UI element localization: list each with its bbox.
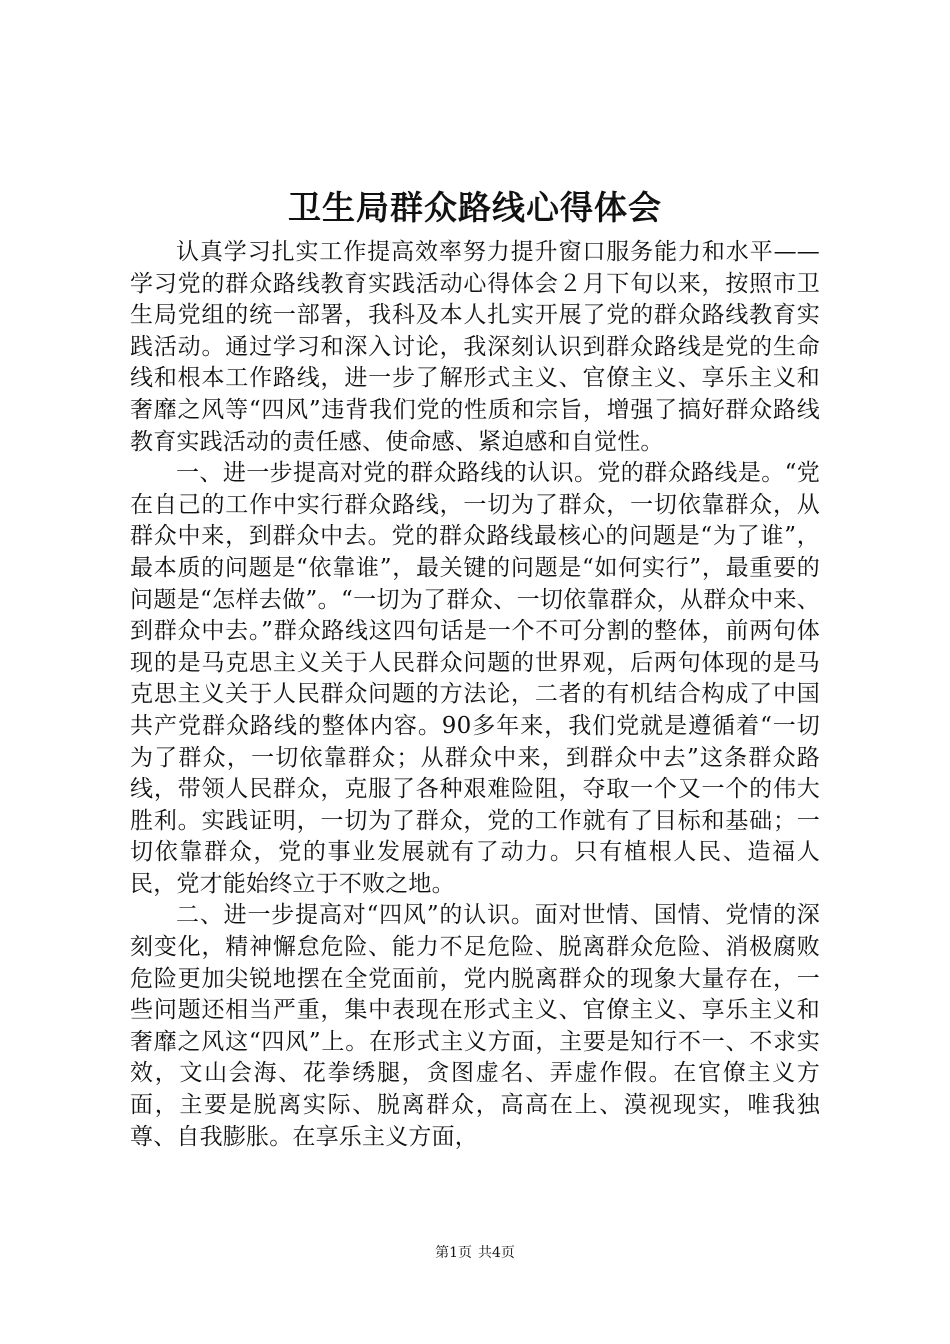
- paragraph-intro: 认真学习扎实工作提高效率努力提升窗口服务能力和水平——学习党的群众路线教育实践活动心得体会２月下旬以来，按照市卫生局党组的统一部署，我科及本人扎实开展了党的群众路线教育实践活动。通过学习和深入讨论，我深刻认识到群众路线是党的生命线和根本工作路线，进一步了解形式主义、官僚主义、享乐主义和奢靡之风等“四风”违背我们党的性质和宗旨，增强了搞好群众路线教育实践活动的责任感、使命感、紧迫感和自觉性。: [130, 239, 820, 455]
- paragraph-section-one: 一、进一步提高对党的群众路线的认识。党的群众路线是。“党在自己的工作中实行群众路线，一切为了群众，一切依靠群众，从群众中来，到群众中去。党的群众路线最核心的问题是“为了谁”，最本质的问题是“依靠谁”，最关键的问题是“如何实行”，最重要的问题是“怎样去做”。“一切为了群众、一切依靠群众，从群众中来、到群众中去。”群众路线这四句话是一个不可分割的整体，前两句体现的是马克思主义关于人民群众问题的世界观，后两句体现的是马克思主义关于人民群众问题的方法论，二者的有机结合构成了中国共产党群众路线的整体内容。90多年来，我们党就是遵循着“一切为了群众，一切依靠群众；从群众中来，到群众中去”这条群众路线，带领人民群众，克服了各种艰难险阻，夺取一个又一个的伟大胜利。实践证明，一切为了群众，党的工作就有了目标和基础；一切依靠群众，党的事业发展就有了动力。只有植根人民、造福人民，党才能始终立于不败之地。: [130, 460, 820, 897]
- page-footer: [0, 1243, 950, 1263]
- page-number-current: 第1页: [435, 1245, 472, 1261]
- page-title: 卫生局群众路线心得体会: [288, 188, 662, 227]
- page-number-total: 共4页: [478, 1245, 515, 1261]
- document-body: [130, 237, 820, 1153]
- paragraph-section-two: 二、进一步提高对“四风”的认识。面对世情、国情、党情的深刻变化，精神懈怠危险、能力不足危险、脱离群众危险、消极腐败危险更加尖锐地摆在全党面前，党内脱离群众的现象大量存在，一些问题还相当严重，集中表现在形式主义、官僚主义、享乐主义和奢靡之风这“四风”上。在形式主义方面，主要是知行不一、不求实效，文山会海、花拳绣腿，贪图虚名、弄虚作假。在官僚主义方面，主要是脱离实际、脱离群众，高高在上、漠视现实，唯我独尊、自我膨胀。在享乐主义方面，: [130, 902, 820, 1150]
